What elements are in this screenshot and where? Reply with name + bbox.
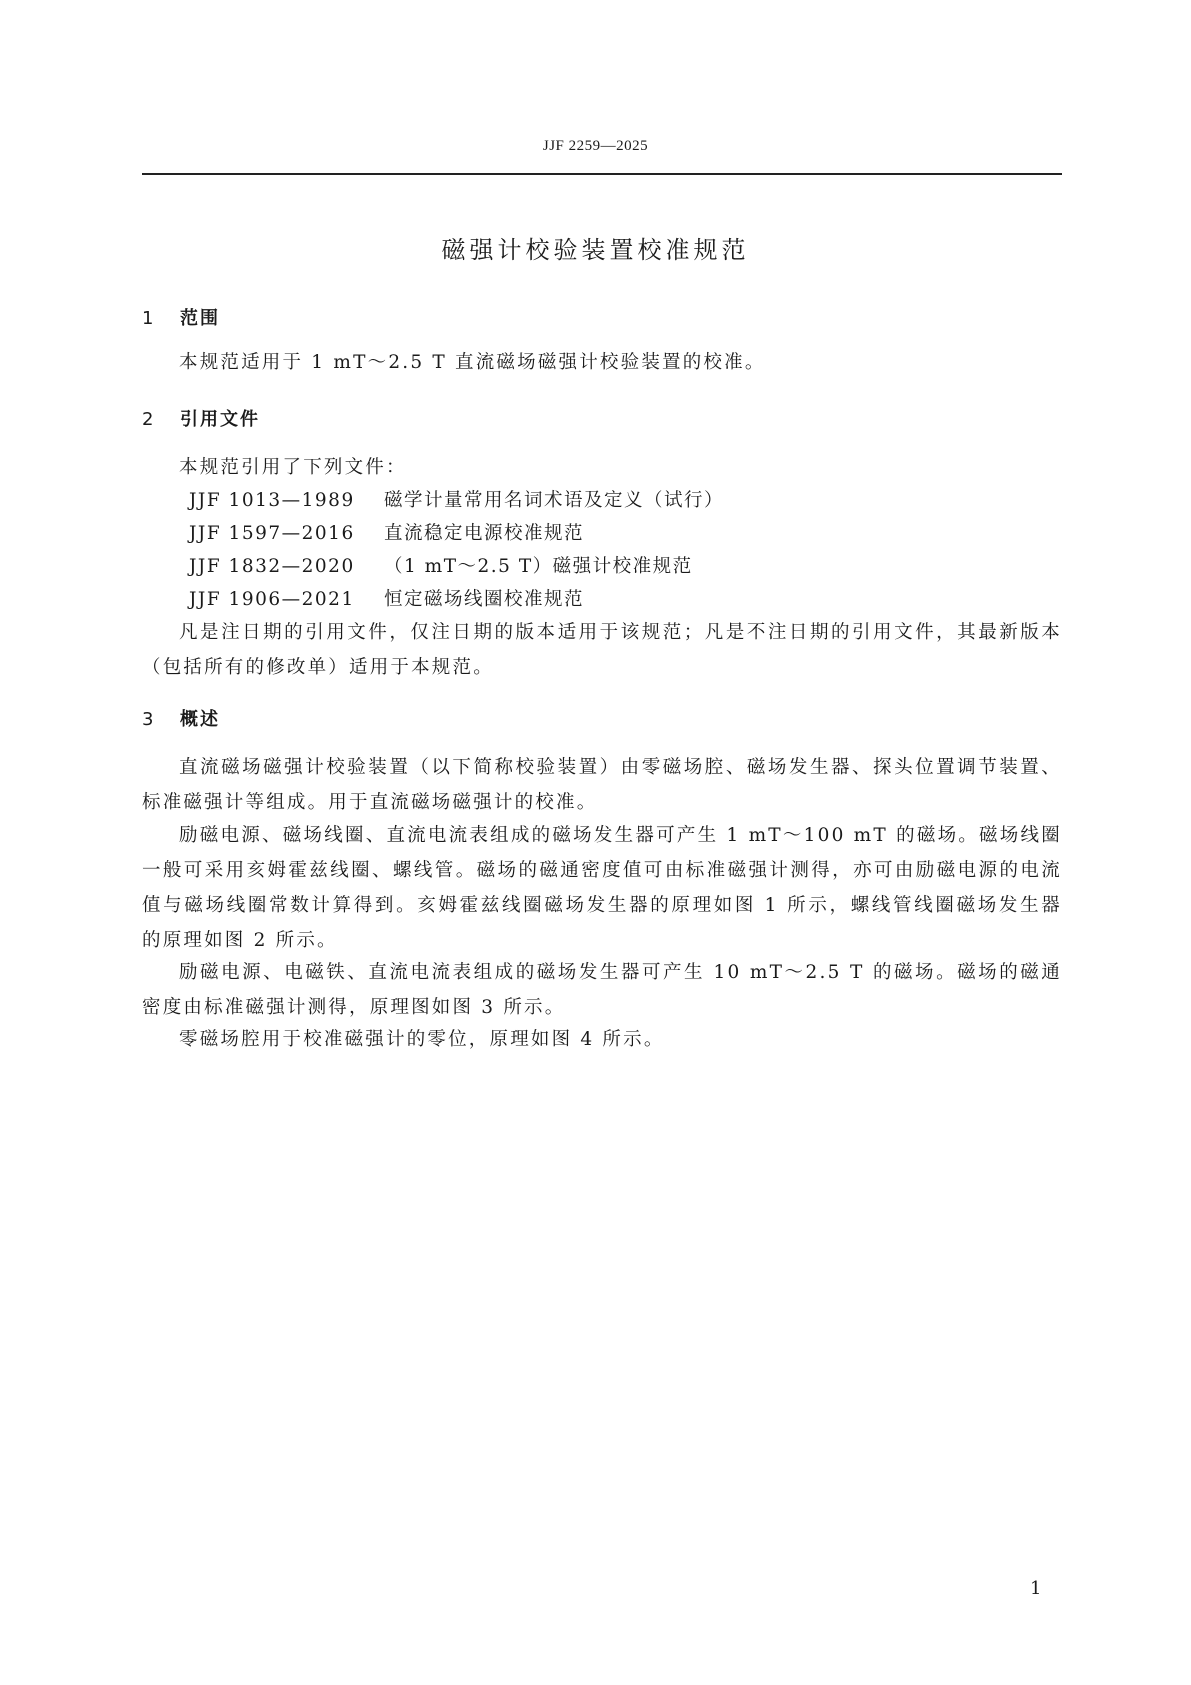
overview-paragraph: 励磁电源、电磁铁、直流电流表组成的磁场发生器可产生 10 mT～2.5 T 的磁场。磁场的磁通密度由标准磁强计测得，原理图如图 3 所示。	[142, 962, 1062, 1018]
reference-item	[189, 582, 584, 617]
references-intro: 本规范引用了下列文件：	[179, 457, 407, 478]
section-3-heading	[142, 705, 220, 731]
overview-paragraph: 直流磁场磁强计校验装置（以下简称校验装置）由零磁场腔、磁场发生器、探头位置调节装置、标准磁强计等组成。用于直流磁场磁强计的校准。	[142, 757, 1062, 813]
reference-title: （1 mT～2.5 T）磁强计校准规范	[384, 556, 693, 577]
overview-paragraph: 零磁场腔用于校准磁强计的零位，原理如图 4 所示。	[179, 1029, 665, 1050]
references-note: 凡是注日期的引用文件，仅注日期的版本适用于该规范；凡是不注日期的引用文件，其最新版本（包括所有的修改单）适用于本规范。	[142, 622, 1062, 678]
section-number: 3	[142, 709, 156, 730]
page-number: 1	[1030, 1578, 1042, 1599]
reference-title: 直流稳定电源校准规范	[384, 523, 585, 544]
reference-code: JJF 1013—1989	[189, 490, 355, 511]
reference-item	[189, 516, 584, 551]
section-1-paragraph: 本规范适用于 1 mT～2.5 T 直流磁场磁强计校验装置的校准。	[179, 352, 766, 373]
standard-code-header: JJF 2259—2025	[542, 138, 649, 154]
section-number: 2	[142, 409, 156, 430]
header-divider	[142, 173, 1062, 175]
section-title: 概述	[180, 709, 220, 730]
reference-title: 磁学计量常用名词术语及定义（试行）	[384, 490, 725, 511]
reference-code: JJF 1906—2021	[189, 589, 355, 610]
reference-title: 恒定磁场线圈校准规范	[384, 589, 585, 610]
reference-item	[189, 483, 724, 518]
reference-code: JJF 1597—2016	[189, 523, 355, 544]
section-1-heading	[142, 304, 220, 330]
section-2-heading	[142, 405, 260, 431]
reference-item	[189, 549, 693, 584]
reference-code: JJF 1832—2020	[189, 556, 355, 577]
overview-paragraph: 励磁电源、磁场线圈、直流电流表组成的磁场发生器可产生 1 mT～100 mT 的磁场。磁场线圈一般可采用亥姆霍兹线圈、螺线管。磁场的磁通密度值可由标准磁强计测得，亦可由励磁电源的电流值与磁场线圈常数计算得到。亥姆霍兹线圈磁场发生器的原理如图 1 所示，螺线管线圈磁场发生器的原理如图 2 所示。	[142, 825, 1062, 951]
document-title: 磁强计校验装置校准规范	[441, 236, 750, 264]
section-number: 1	[142, 308, 156, 329]
section-title: 引用文件	[180, 409, 260, 430]
section-title: 范围	[180, 308, 220, 329]
